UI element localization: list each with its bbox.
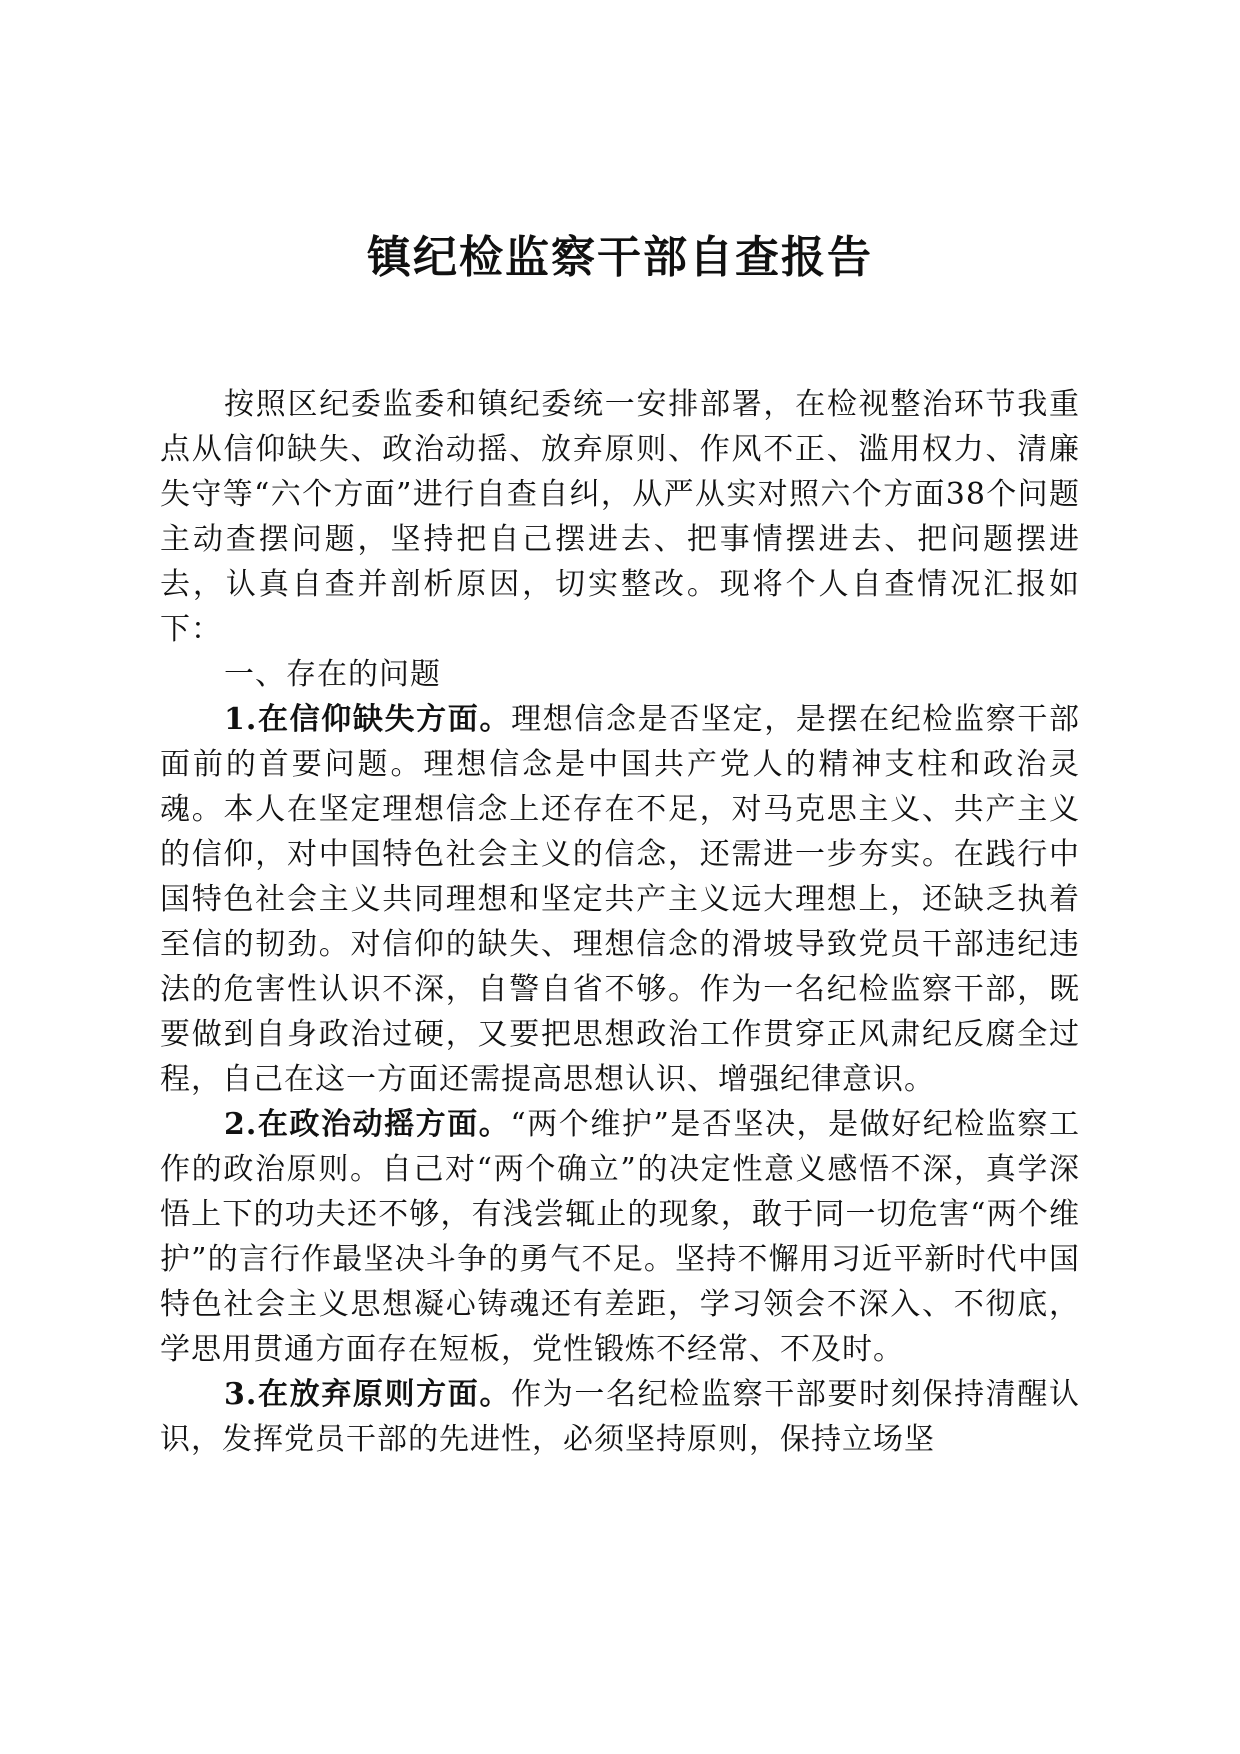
intro-paragraph: 按照区纪委监委和镇纪委统一安排部署，在检视整治环节我重点从信仰缺失、政治动摇、放弃原则、作风不正、滥用权力、清廉失守等“六个方面”进行自查自纠，从严从实对照六个方面38个问题主动查摆问题，坚持把自己摆进去、把事情摆进去、把问题摆进去，认真自查并剖析原因，切实整改。现将个人自查情况汇报如下： (160, 387, 1080, 647)
item-paragraph-2 (160, 1102, 1080, 1372)
item-lead-3: 3.在放弃原则方面。 (224, 1377, 512, 1412)
section-heading: 一、存在的问题 (224, 657, 441, 692)
item-paragraph-1 (160, 697, 1080, 1102)
item-lead-1: 1.在信仰缺失方面。 (224, 702, 512, 737)
item-text-3: 作为一名纪检监察干部要时刻保持清醒认识，发挥党员干部的先进性，必须坚持原则，保持立场坚 (160, 1377, 1080, 1457)
item-lead-2: 2.在政治动摇方面。 (224, 1107, 511, 1142)
item-paragraph-3 (160, 1372, 1080, 1462)
item-text-1: 理想信念是否坚定，是摆在纪检监察干部面前的首要问题。理想信念是中国共产党人的精神支柱和政治灵魂。本人在坚定理想信念上还存在不足，对马克思主义、共产主义的信仰，对中国特色社会主义的信念，还需进一步夯实。在践行中国特色社会主义共同理想和坚定共产主义远大理想上，还缺乏执着至信的韧劲。对信仰的缺失、理想信念的滑坡导致党员干部违纪违法的危害性认识不深，自警自省不够。作为一名纪检监察干部，既要做到自身政治过硬，又要把思想政治工作贯穿正风肃纪反腐全过程，自己在这一方面还需提高思想认识、增强纪律意识。 (160, 702, 1080, 1097)
document-body (160, 382, 1080, 1462)
document-title: 镇纪检监察干部自查报告 (367, 232, 873, 283)
item-text-2: “两个维护”是否坚决，是做好纪检监察工作的政治原则。自己对“两个确立”的决定性意义感悟不深，真学深悟上下的功夫还不够，有浅尝辄止的现象，敢于同一切危害“两个维护”的言行作最坚决斗争的勇气不足。坚持不懈用习近平新时代中国特色社会主义思想凝心铸魂还有差距，学习领会不深入、不彻底，学思用贯通方面存在短板，党性锻炼不经常、不及时。 (160, 1107, 1080, 1367)
